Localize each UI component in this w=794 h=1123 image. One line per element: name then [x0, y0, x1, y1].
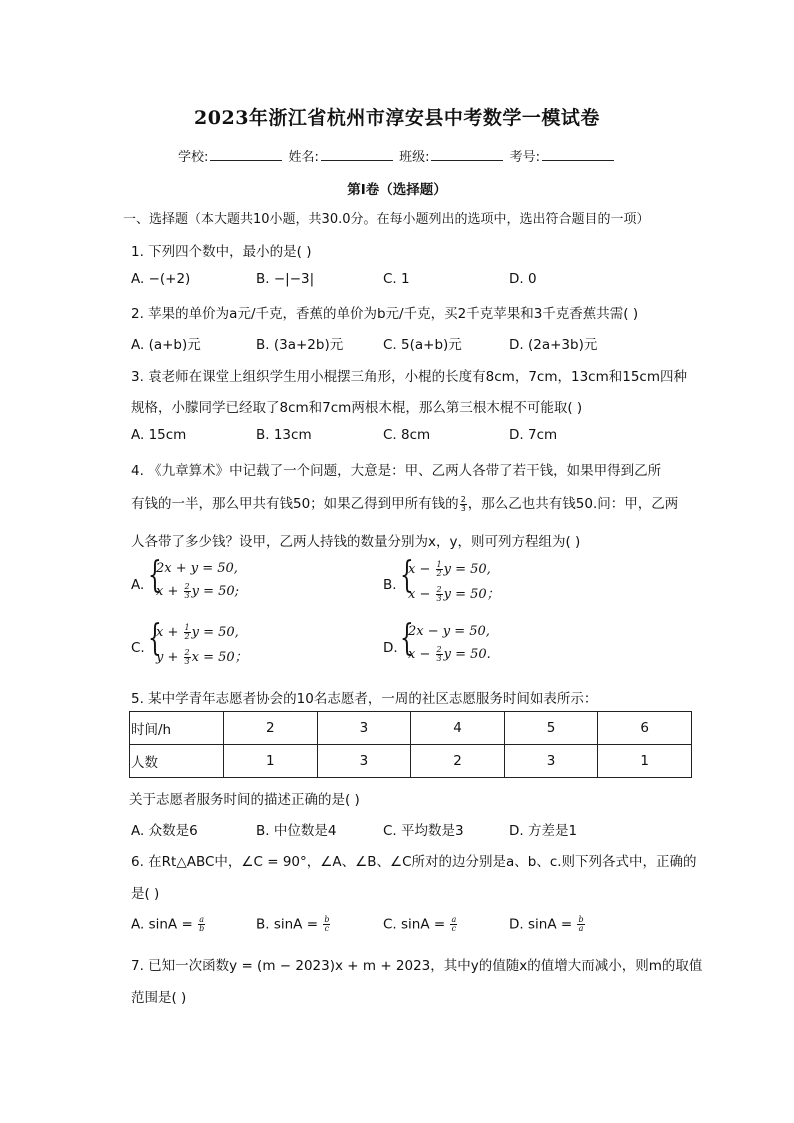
table-cell: 5	[504, 712, 598, 745]
q6-b-pre: B. sinA =	[256, 916, 323, 933]
q5-option-a[interactable]: A. 众数是6	[131, 823, 198, 839]
q4-fraction	[460, 496, 467, 513]
frac-num: 1	[436, 560, 442, 569]
q6-b-frac	[323, 916, 330, 933]
q2-option-a[interactable]: A. (a+b)元	[131, 337, 201, 353]
q4-c-eq2-pre: y +	[156, 650, 183, 665]
q6-d-frac	[577, 916, 584, 933]
q6-option-c[interactable]	[383, 916, 458, 933]
q2-option-c[interactable]: C. 5(a+b)元	[383, 337, 462, 353]
q4-c-frac2	[184, 649, 191, 666]
q4-a-eq1: 2x + y = 50,	[156, 561, 238, 576]
frac-den: a	[578, 924, 584, 933]
q5-option-b[interactable]: B. 中位数是4	[256, 823, 337, 839]
section-title: 第Ⅰ卷（选择题）	[347, 182, 447, 198]
q4-b-eq2	[408, 583, 500, 603]
q4-line2-part2: ，那么乙也共有钱50.问：甲，乙两	[467, 496, 679, 512]
frac-num: 2	[184, 582, 190, 591]
q4-c-eq2	[156, 646, 248, 666]
q6-option-d[interactable]	[509, 916, 586, 933]
q4-option-d-label[interactable]: D.	[383, 640, 398, 656]
q4-line2-part1: 有钱的一半，那么甲共有钱50；如果乙得到甲所有钱的	[131, 496, 459, 512]
frac-num: 1	[184, 623, 190, 632]
q4-d-frac	[436, 646, 443, 663]
frac-num: b	[324, 915, 330, 924]
q4-c-eq1-post: y = 50,	[191, 625, 239, 640]
q1-option-a[interactable]: A. −(+2)	[131, 271, 191, 287]
table-cell: 3	[504, 745, 598, 778]
q6-a-frac	[198, 916, 205, 933]
q1-option-d[interactable]: D. 0	[509, 271, 537, 287]
frac-den: 3	[436, 594, 442, 603]
table-cell: 6	[598, 712, 692, 745]
q1-option-b[interactable]: B. −|−3|	[256, 271, 315, 287]
frac-den: b	[199, 924, 205, 933]
q4-b-eq1-pre: x −	[408, 562, 435, 577]
frac-den: 2	[436, 569, 442, 578]
table-cell: 1	[598, 745, 692, 778]
q2-option-b[interactable]: B. (3a+2b)元	[256, 337, 344, 353]
q4-a-eq2	[156, 583, 239, 600]
q4-a-eq2-post: y = 50;	[191, 584, 240, 599]
q4-option-b-label[interactable]: B.	[383, 577, 397, 593]
q5-stem: 5. 某中学青年志愿者协会的10名志愿者，一周的社区志愿服务时间如表所示：	[131, 691, 598, 707]
class-label: 班级:	[399, 150, 430, 165]
exam-no-blank[interactable]	[542, 148, 614, 161]
table-cell: 1	[224, 745, 318, 778]
table-row	[130, 745, 692, 778]
q1-stem: 1. 下列四个数中，最小的是( )	[131, 244, 312, 260]
q3-option-a[interactable]: A. 15cm	[131, 427, 187, 443]
student-info-line	[0, 146, 794, 165]
q6-c-pre: C. sinA =	[383, 916, 450, 933]
frac-den: c	[451, 924, 457, 933]
brace-icon: {	[148, 555, 162, 596]
q5-after: 关于志愿者服务时间的描述正确的是( )	[129, 792, 360, 808]
frac-den: 3	[184, 591, 190, 600]
q6-stem-line2: 是( )	[131, 886, 160, 902]
frac-den: 2	[184, 632, 190, 641]
q6-c-frac	[450, 916, 457, 933]
table-cell: 时间/h	[130, 712, 224, 745]
q4-stem-line2	[131, 492, 691, 513]
table-cell: 2	[224, 712, 318, 745]
q3-option-c[interactable]: C. 8cm	[383, 427, 431, 443]
table-cell: 3	[317, 712, 411, 745]
q4-a-eq2-pre: x +	[156, 584, 183, 599]
frac-den: 3	[436, 654, 442, 663]
frac-num: a	[199, 915, 205, 924]
q7-stem-line2: 范围是( )	[131, 990, 187, 1006]
q4-option-a-label[interactable]: A.	[131, 577, 145, 593]
name-blank[interactable]	[321, 148, 393, 161]
frac-num: b	[578, 915, 584, 924]
table-cell: 2	[411, 745, 505, 778]
school-blank[interactable]	[210, 148, 282, 161]
q4-c-eq1-pre: x +	[156, 625, 183, 640]
frac-den: c	[324, 924, 330, 933]
q4-c-frac1	[184, 624, 191, 641]
q4-b-eq2-post: y = 50；	[443, 587, 500, 602]
exam-title: 2023年浙江省杭州市淳安县中考数学一模试卷	[194, 107, 600, 129]
q4-a-frac	[184, 583, 191, 600]
q4-frac-den: 3	[460, 503, 466, 513]
name-label: 姓名:	[288, 150, 319, 165]
q3-stem-line1: 3. 袁老师在课堂上组织学生用小棍摆三角形，小棍的长度有8cm，7cm，13cm和15cm四种	[131, 369, 687, 385]
q4-d-eq2-pre: x −	[408, 647, 435, 662]
q6-option-b[interactable]	[256, 916, 331, 933]
frac-num: a	[451, 915, 457, 924]
frac-num: 2	[184, 648, 190, 657]
q4-d-eq2	[408, 646, 491, 663]
q3-stem-line2: 规格，小朦同学已经取了8cm和7cm两根木棍，那么第三根木棍不可能取( )	[131, 400, 583, 416]
q4-b-eq1	[408, 561, 491, 578]
q4-stem-line3: 人各带了多少钱？设甲，乙两人持钱的数量分别为x，y，则可列方程组为( )	[131, 534, 581, 550]
table-cell: 3	[317, 745, 411, 778]
school-label: 学校:	[178, 150, 209, 165]
q2-stem: 2. 苹果的单价为a元/千克，香蕉的单价为b元/千克，买2千克苹果和3千克香蕉共需( )	[131, 306, 639, 322]
table-cell: 4	[411, 712, 505, 745]
volunteer-table	[129, 711, 692, 778]
q4-b-eq2-pre: x −	[408, 587, 435, 602]
q2-option-d[interactable]: D. (2a+3b)元	[509, 337, 598, 353]
class-blank[interactable]	[431, 148, 503, 161]
q4-c-eq2-post: x = 50；	[191, 650, 248, 665]
frac-num: 2	[436, 645, 442, 654]
brace-icon: {	[400, 555, 414, 596]
q4-stem-line1: 4. 《九章算术》中记载了一个问题，大意是：甲、乙两人各带了若干钱，如果甲得到乙所	[131, 463, 662, 479]
part-heading: 一、选择题（本大题共10小题，共30.0分。在每小题列出的选项中，选出符合题目的一项）	[123, 212, 650, 227]
q1-option-c[interactable]: C. 1	[383, 271, 410, 287]
q6-option-a[interactable]	[131, 916, 206, 933]
q4-b-frac2	[436, 586, 443, 603]
q4-d-eq2-post: y = 50.	[443, 647, 491, 662]
q7-stem-line1: 7. 已知一次函数y = (m − 2023)x + m + 2023，其中y的值随x的值增大而减小，则m的取值	[131, 958, 703, 974]
brace-icon: {	[148, 618, 162, 659]
q6-stem-line1: 6. 在Rt△ABC中，∠C = 90°，∠A、∠B、∠C所对的边分别是a、b、c.则下列各式中，正确的	[131, 854, 697, 870]
frac-den: 3	[184, 657, 190, 666]
q5-option-c[interactable]: C. 平均数是3	[383, 823, 464, 839]
q4-b-frac1	[436, 561, 443, 578]
q5-option-d[interactable]: D. 方差是1	[509, 823, 578, 839]
table-row	[130, 712, 692, 745]
q4-d-eq1: 2x − y = 50,	[408, 624, 490, 639]
q4-frac-num: 2	[460, 494, 466, 504]
q4-option-c-label[interactable]: C.	[131, 640, 145, 656]
q4-b-eq1-post: y = 50,	[443, 562, 491, 577]
table-cell: 人数	[130, 745, 224, 778]
q4-c-eq1	[156, 624, 239, 641]
q6-d-pre: D. sinA =	[509, 916, 577, 933]
q3-option-d[interactable]: D. 7cm	[509, 427, 558, 443]
brace-icon: {	[400, 618, 414, 659]
exam-no-label: 考号:	[509, 150, 540, 165]
q6-a-pre: A. sinA =	[131, 916, 198, 933]
q3-option-b[interactable]: B. 13cm	[256, 427, 312, 443]
frac-num: 2	[436, 585, 442, 594]
